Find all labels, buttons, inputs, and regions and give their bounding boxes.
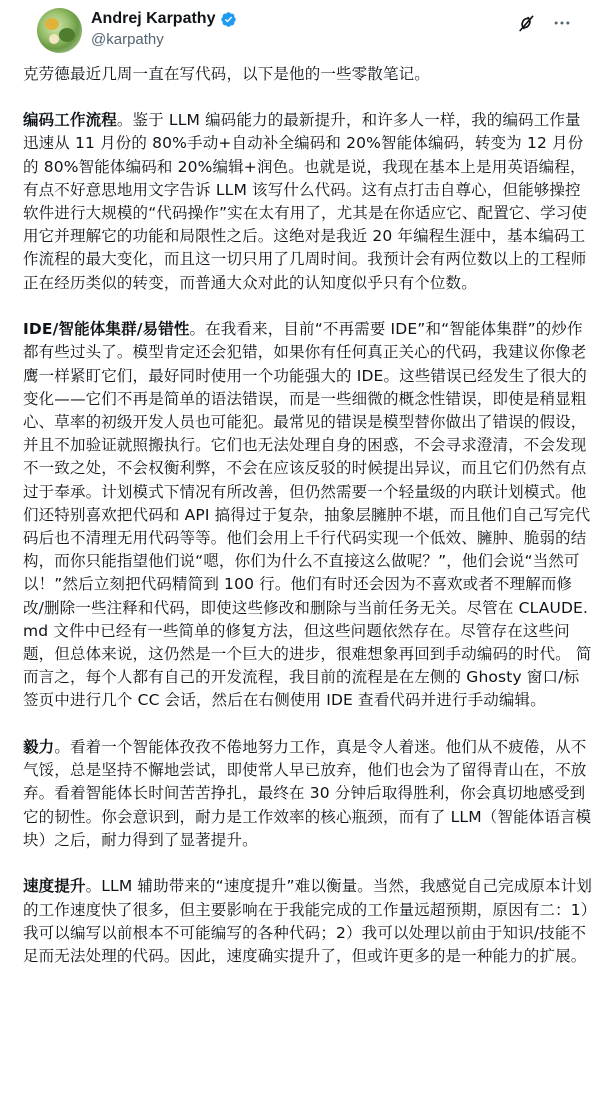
user-info bbox=[91, 9, 237, 50]
section-tenacity bbox=[23, 736, 593, 852]
section-speedup bbox=[23, 875, 593, 968]
display-name[interactable]: Andrej Karpathy bbox=[91, 10, 216, 27]
name-row bbox=[91, 9, 237, 29]
verified-badge-icon bbox=[220, 11, 237, 28]
header-actions bbox=[515, 12, 573, 34]
section-title: 毅力 bbox=[23, 738, 55, 757]
section-title: 编码工作流程 bbox=[23, 111, 117, 130]
section-body: 。看着一个智能体孜孜不倦地努力工作，真是令人着迷。他们从不疲倦，从不气馁，总是坚持不懈地尝试，即使常人早已放弃，他们也会为了留得青山在，不放弃。看着智能体长时间苦苦挣扎，最终在 30 分钟后取得胜利，你会真切地感受到它的韧性。你会意识到，耐力是工作效率的核心瓶颈，而有了 LLM（智能体语言模块）之后，耐力得到了显著提升。 bbox=[23, 738, 592, 849]
more-options-icon[interactable] bbox=[551, 12, 573, 34]
section-title: 速度提升 bbox=[23, 877, 86, 896]
section-workflow bbox=[23, 109, 593, 295]
avatar[interactable] bbox=[37, 8, 82, 53]
tweet-header bbox=[23, 0, 577, 64]
section-ide bbox=[23, 318, 593, 712]
section-title: IDE/智能体集群/易错性 bbox=[23, 320, 190, 339]
section-body: 。在我看来，目前“不再需要 IDE”和“智能体集群”的炒作都有些过头了。模型肯定还会犯错，如果你有任何真正关心的代码，我建议你像老鹰一样紧盯它们，最好同时使用一个功能强大的 IDE。这些错误已经发生了很大的变化——它们不再是简单的语法错误，而是一些细微的概念性错误，即使是稍显粗心、草率的初级开发人员也可能犯。最常见的错误是模型替你做出了错误的假设，并且不加验证就照搬执行。它们也无法处理自身的困惑，不会寻求澄清，不会发现不一致之处，不会权衡利弊，不会在应该反驳的时候提出异议，而且它们仍然有点过于奉承。计划模式下情况有所改善，但仍然需要一个轻量级的内联计划模式。他们还特别喜欢把代码和 API 搞得过于复杂，抽象层臃肿不堪，而且他们自己写完代码后也不清理无用代码等等。他们会用上千行代码实现一个低效、臃肿、脆弱的结构，而你只能指望他们说“嗯，你们为什么不直接这么做呢？”，他们会说“当然可以！”然后立刻把代码精简到 100 行。他们有时还会因为不喜欢或者不理解而修改/删除一些注释和代码，即使这些修改和删除与当前任务无关。尽管在 CLAUDE.md 文件中已经有一些简单的修复方法，但这些问题依然存在。尽管存在这些问题，但总体来说，这仍然是一个巨大的进步，很难想象再回到手动编码的时代。 简而言之，每个人都有自己的开发流程，我目前的流程是在左侧的 Ghosty 窗口/标签页中进行几个 CC 会话，然后在右侧使用 IDE 查看代码并进行手动编辑。 bbox=[23, 320, 592, 710]
section-body: 。鉴于 LLM 编码能力的最新提升，和许多人一样，我的编码工作量迅速从 11 月份的 80%手动+自动补全编码和 20%智能体编码，转变为 12 月份的 80%智能体编码和 20%编辑+润色。也就是说，我现在基本上是用英语编程，有点不好意思地用文字告诉 LLM 该写什么代码。这有点打击自尊心，但能够操控软件进行大规模的“代码操作”实在太有用了，尤其是在你适应它、配置它、学习使用它并理解它的功能和局限性之后。这绝对是我近 20 年编程生涯中，基本编码工作流程的最大变化，而且这一切只用了几周时间。我预计会有两位数以上的工程师正在经历类似的转变，而普通大众对此的认知度似乎只有个位数。 bbox=[23, 111, 588, 292]
intro-text: 克劳德最近几周一直在写代码，以下是他的一些零散笔记。 bbox=[23, 65, 430, 83]
grok-icon[interactable] bbox=[515, 12, 537, 34]
section-body: 。LLM 辅助带来的“速度提升”难以衡量。当然，我感觉自己完成原本计划的工作速度快了很多，但主要影响在于我能完成的工作量远超预期，原因有二：1）我可以编写以前根本不可能编写的各种代码；2）我可以处理以前由于知识/技能不足而无法处理的代码。因此，速度确实提升了，但或许更多的是一种能力的扩展。 bbox=[23, 877, 592, 966]
user-handle[interactable]: @karpathy bbox=[91, 31, 164, 48]
tweet-body bbox=[23, 63, 593, 968]
